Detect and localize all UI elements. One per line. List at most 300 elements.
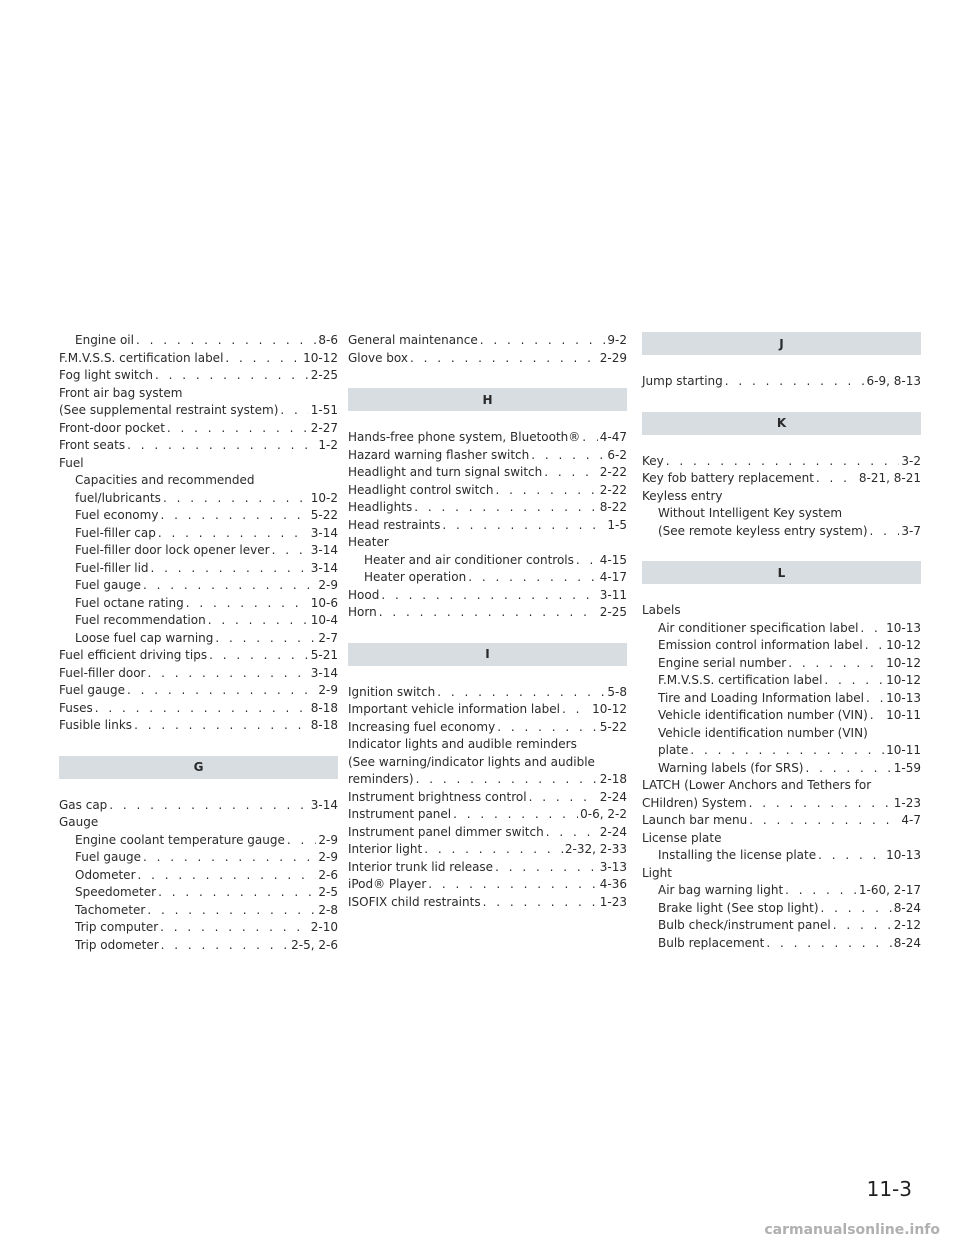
index-entry-page: 5-22 [310,508,338,522]
index-entry-row [348,350,627,368]
index-entry-row [348,806,627,824]
index-entry [348,499,627,517]
dot-leader [870,523,900,541]
index-entry-row [59,665,338,683]
index-entry [348,534,627,552]
index-entry-row [642,655,921,673]
index-entry-page: 2-25 [599,605,627,619]
index-entry-row [348,464,627,482]
dot-leader [437,684,605,702]
index-entry-term: Glove box [348,350,408,365]
dot-leader [544,464,598,482]
index-entry-term: Labels [642,603,681,617]
index-entry-term: Air conditioner specification label [658,620,859,635]
index-entry-page: 1-5 [607,517,627,532]
index-entry-row [642,602,921,620]
dot-leader [749,795,892,813]
index-entry [59,797,338,815]
index-entry-term: Launch bar menu [642,813,748,827]
index-entry-page: 3-14 [310,665,338,680]
index-entry [59,919,338,937]
index-entry-page: 6-9, 8-13 [866,374,921,388]
index-entry-page: 1-60, 2-17 [858,883,921,897]
index-column-2 [348,332,627,911]
dot-leader [381,587,597,605]
index-entry-term: Interior light [348,842,423,856]
index-entry [59,525,338,543]
dot-leader [151,560,309,578]
index-entry [642,725,921,760]
index-entry-term: Vehicle identification number (VIN) [658,708,868,722]
index-entry-term: Speedometer [75,885,157,899]
index-entry-row [348,552,627,570]
index-entry-page: 2-32, 2-33 [564,842,627,856]
index-entry-term: Bulb replacement [658,935,765,950]
index-entry-term: Heater [348,535,389,549]
dot-leader [186,595,309,613]
index-entry-term: Engine coolant temperature gauge [75,832,285,847]
index-entry-page: 5-22 [599,719,627,734]
index-entry-row [59,437,338,455]
index-entry-row [642,373,921,391]
index-entry-row [59,630,338,648]
index-entry-term: Hazard warning flasher switch [348,447,530,462]
index-entry [348,332,627,350]
index-entry [59,507,338,525]
index-entry-term: F.M.V.S.S. certification label [658,673,823,687]
index-entry-term: ISOFIX child restraints [348,894,481,909]
index-entry-row [642,830,921,848]
index-entry-row [348,587,627,605]
index-entry-row [59,884,338,902]
index-entry-term: Important vehicle information label [348,702,560,716]
dot-leader [582,429,597,447]
dot-leader [833,917,892,935]
index-entry-row [642,847,921,865]
index-entry-page: 2-6 [318,867,338,882]
index-entry-term: Air bag warning light [658,883,784,897]
index-entry-term: Headlight and turn signal switch [348,465,543,479]
index-entry-page: 1-2 [318,438,338,452]
dot-leader [158,525,309,543]
index-entry [59,814,338,832]
index-entry-term: Front seats [59,438,126,452]
index-entry [642,935,921,953]
index-entry-row [348,894,627,912]
index-entry-row [348,604,627,622]
dot-leader [546,824,598,842]
index-entry-row [642,917,921,935]
dot-leader [109,797,308,815]
index-entry [348,894,627,912]
index-entry [348,684,627,702]
index-entry [348,482,627,500]
index-entry-page: 2-5 [318,885,338,899]
index-entry-term: Installing the license plate [658,848,817,862]
index-entry [59,884,338,902]
index-entry-page: 10-12 [886,673,921,687]
index-entry-term: plate [658,743,689,757]
index-entry-page: 2-9 [318,683,338,697]
index-entry-page: 3-14 [310,525,338,540]
index-entry-term: Interior trunk lid release [348,859,494,874]
section-letter-i: I [348,643,627,666]
index-entry-term: Fuel gauge [75,850,141,864]
index-entry-row [59,612,338,630]
index-entry-page: 8-18 [310,700,338,715]
index-entry-row [59,717,338,735]
index-entry-row [642,812,921,830]
index-entry-row [642,882,921,900]
index-entry-row [59,350,338,368]
dot-leader [725,373,865,391]
index-entry [348,552,627,570]
dot-leader [870,707,884,725]
index-entry-row [59,595,338,613]
index-entry-page: 3-7 [901,523,921,538]
dot-leader [158,884,316,902]
index-entry-page: 4-47 [599,430,627,444]
index-entry-page: 8-21, 8-21 [858,471,921,485]
index-entry-row [642,760,921,778]
index-entry-row [59,525,338,543]
index-entry-row [642,453,921,471]
index-entry [59,612,338,630]
index-entry [642,900,921,918]
index-entry-row [348,569,627,587]
index-entry-term: Heater operation [364,570,467,584]
index-entry-page: 2-24 [599,824,627,839]
index-entry [59,455,338,473]
index-entry-term: Hood [348,587,380,602]
index-entry [642,865,921,883]
index-entry [348,429,627,447]
index-entry-page: 10-13 [886,690,921,705]
index-entry [348,569,627,587]
index-entry [348,876,627,894]
index-entry-page: 3-2 [901,453,921,468]
index-entry [59,832,338,850]
index-entry-row [59,647,338,665]
index-entry-term: Fuel gauge [59,683,125,697]
index-entry-row [348,841,627,859]
index-entry-row [348,859,627,877]
index-entry-row [59,814,338,832]
index-entry [348,587,627,605]
index-entry-row [642,900,921,918]
index-entry-row [642,690,921,708]
index-entry-row [642,795,921,813]
index-entry [59,700,338,718]
index-entry-term: Trip computer [75,920,159,934]
index-entry-line: Without Intelligent Key system [658,506,843,520]
index-entry-page: 3-13 [599,859,627,874]
dot-leader [167,420,309,438]
index-entry [59,437,338,455]
watermark-link[interactable]: carmanualsonline.info [764,1222,940,1238]
dot-leader [453,806,578,824]
dot-leader [147,902,316,920]
index-entry-row [348,332,627,350]
dot-leader [749,812,899,830]
index-entry-term: Fuel-filler door lock opener lever [75,543,270,557]
index-entry-row [642,488,921,506]
index-entry-page: 2-12 [893,918,921,932]
index-entry [59,472,338,507]
index-entry-term: Tire and Loading Information label [658,690,865,705]
index-entry [348,859,627,877]
index-entry [59,595,338,613]
index-entry [348,806,627,824]
index-entry-row [59,867,338,885]
index-entry [642,637,921,655]
index-entry [642,672,921,690]
dot-leader [287,832,317,850]
index-entry-line: Indicator lights and audible reminders [348,737,577,751]
dot-leader [690,742,884,760]
index-entry-page: 4-36 [599,877,627,891]
index-entry-row [348,499,627,517]
index-entry-term: Fog light switch [59,368,153,382]
dot-leader [576,552,598,570]
dot-leader [148,665,309,683]
dot-leader [497,719,598,737]
index-entry-term: Fusible links [59,718,133,732]
dot-leader [379,604,598,622]
page-number: 11-3 [866,1177,912,1201]
index-entry-page: 10-12 [886,655,921,670]
index-entry-row [348,429,627,447]
index-entry-line: Vehicle identification number (VIN) [658,725,868,740]
index-entry-term: Light [642,865,672,880]
index-entry-page: 8-6 [318,333,338,347]
dot-leader [280,402,308,420]
dot-leader [766,935,891,953]
index-entry-term: CHildren) System [642,795,747,810]
index-entry-term: Fuel-filler lid [75,560,149,575]
index-entry-line: Capacities and recommended [75,473,255,487]
index-column-1 [59,332,338,954]
section-letter-j: J [642,332,921,355]
index-entry-row [348,701,627,719]
index-entry-page: 2-5, 2-6 [291,937,338,952]
index-entry-term: Fuel gauge [75,578,141,592]
index-entry-page: 10-12 [886,638,921,652]
dot-leader [136,332,316,350]
index-entry-term: Ignition switch [348,684,436,699]
index-entry-row [59,682,338,700]
index-entry-page: 3-14 [310,797,338,812]
index-entry-term: Bulb check/instrument panel [658,918,831,932]
index-entry-page: 10-4 [310,613,338,627]
index-entry-term: (See supplemental restraint system) [59,403,279,417]
index-entry-page: 10-2 [310,490,338,505]
index-entry-row [59,490,338,508]
index-entry-term: License plate [642,830,722,845]
index-entry-page: 10-13 [886,620,921,635]
index-entry [348,350,627,368]
index-entry-row [642,470,921,488]
index-entry-row [642,523,921,541]
index-entry [348,841,627,859]
index-entry-page: 10-11 [886,743,921,757]
dot-leader [414,499,598,517]
index-entry-row [59,420,338,438]
index-entry [642,470,921,488]
index-entry [642,373,921,391]
index-entry-page: 2-9 [318,832,338,847]
dot-leader [495,859,598,877]
index-entry-page: 2-22 [599,482,627,497]
index-entry-row [642,865,921,883]
index-entry-term: Warning labels (for SRS) [658,760,804,775]
dot-leader [160,507,308,525]
index-entry-row [348,447,627,465]
index-entry-row [59,577,338,595]
index-entry [642,602,921,620]
index-entry-page: 4-17 [599,570,627,584]
index-entry [59,630,338,648]
index-entry [59,420,338,438]
index-entry-row [348,719,627,737]
index-entry [642,488,921,506]
index-entry [348,604,627,622]
index-entry [59,849,338,867]
index-entry-row [59,507,338,525]
index-entry-term: Fuel-filler cap [75,525,156,540]
index-entry-page: 5-8 [607,684,627,699]
index-entry-term: (See remote keyless entry system) [658,523,868,538]
dot-leader [818,847,884,865]
index-entry-page: 3-11 [599,587,627,602]
index-entry-term: Emission control information label [658,638,863,652]
dot-leader [127,682,316,700]
index-entry [59,682,338,700]
index-entry-page: 1-59 [893,760,921,775]
index-entry-line: Front air bag system [59,385,183,400]
index-entry-term: Hands-free phone system, Bluetooth® [348,430,581,444]
index-entry-page: 2-10 [310,920,338,934]
index-entry-page: 10-12 [592,702,627,716]
index-entry-term: fuel/lubricants [75,490,161,505]
dot-leader [143,577,316,595]
index-entry-term: iPod® Player [348,877,427,891]
dot-leader [865,637,884,655]
dot-leader [160,919,309,937]
dot-leader [428,876,598,894]
index-entry-row [59,700,338,718]
index-entry-row [59,937,338,955]
index-entry-row [642,742,921,760]
index-entry-page: 2-24 [599,789,627,804]
index-entry-page: 8-24 [893,935,921,950]
index-entry-page: 2-27 [310,420,338,435]
index-entry-page: 1-23 [599,894,627,909]
index-entry-page: 2-25 [310,368,338,382]
index-entry-page: 8-18 [310,718,338,732]
index-entry [348,464,627,482]
index-entry-term: Gauge [59,815,99,829]
index-entry-row [348,482,627,500]
index-entry-row [59,902,338,920]
section-letter-l: L [642,561,921,584]
dot-leader [531,447,605,465]
index-entry-page: 2-9 [318,578,338,592]
dot-leader [155,367,309,385]
dot-leader [442,517,605,535]
index-entry-term: Instrument panel dimmer switch [348,824,544,839]
dot-leader [127,437,316,455]
dot-leader [208,612,309,630]
index-entry [348,701,627,719]
index-entry [642,505,921,540]
dot-leader [860,620,884,638]
index-entry [59,665,338,683]
index-entry-term: Gas cap [59,797,108,812]
dot-leader [161,937,290,955]
index-entry [642,812,921,830]
dot-leader [866,690,884,708]
dot-leader [529,789,598,807]
index-entry [642,830,921,848]
index-entry [59,717,338,735]
index-entry [59,647,338,665]
index-entry-page: 10-11 [886,708,921,722]
index-entry [348,789,627,807]
index-entry [642,707,921,725]
index-entry-row [642,637,921,655]
index-entry-term: Instrument brightness control [348,789,527,804]
index-entry-row [59,402,338,420]
index-entry-term: Head restraints [348,517,441,532]
index-entry-page: 2-22 [599,465,627,479]
index-entry [59,367,338,385]
index-entry-term: Front-door pocket [59,420,165,435]
index-entry-term: Headlights [348,500,413,514]
dot-leader [821,900,892,918]
index-entry-row [59,560,338,578]
index-entry-page: 4-7 [901,813,921,827]
index-entry-row [642,672,921,690]
index-entry-row [59,849,338,867]
dot-leader [785,882,857,900]
index-entry [642,655,921,673]
index-entry-row [348,876,627,894]
index-entry [642,690,921,708]
index-entry-row [642,707,921,725]
index-entry-term: Fuel [59,455,84,470]
index-entry [642,882,921,900]
index-entry [348,824,627,842]
index-entry [348,447,627,465]
index-entry-term: Key [642,453,664,468]
index-entry-row [348,771,627,789]
index-entry-term: Fuses [59,700,93,715]
index-entry-row [348,517,627,535]
index-entry-page: 1-23 [893,795,921,810]
index-entry [348,517,627,535]
dot-leader [424,841,563,859]
index-entry-page: 9-2 [607,333,627,347]
index-entry-row [59,367,338,385]
dot-leader [416,771,598,789]
index-entry-term: reminders) [348,772,414,786]
index-entry-page: 8-22 [599,500,627,514]
index-entry [642,847,921,865]
index-entry-row [348,684,627,702]
index-entry-line: LATCH (Lower Anchors and Tethers for [642,778,872,792]
index-entry-term: Tachometer [75,902,146,917]
